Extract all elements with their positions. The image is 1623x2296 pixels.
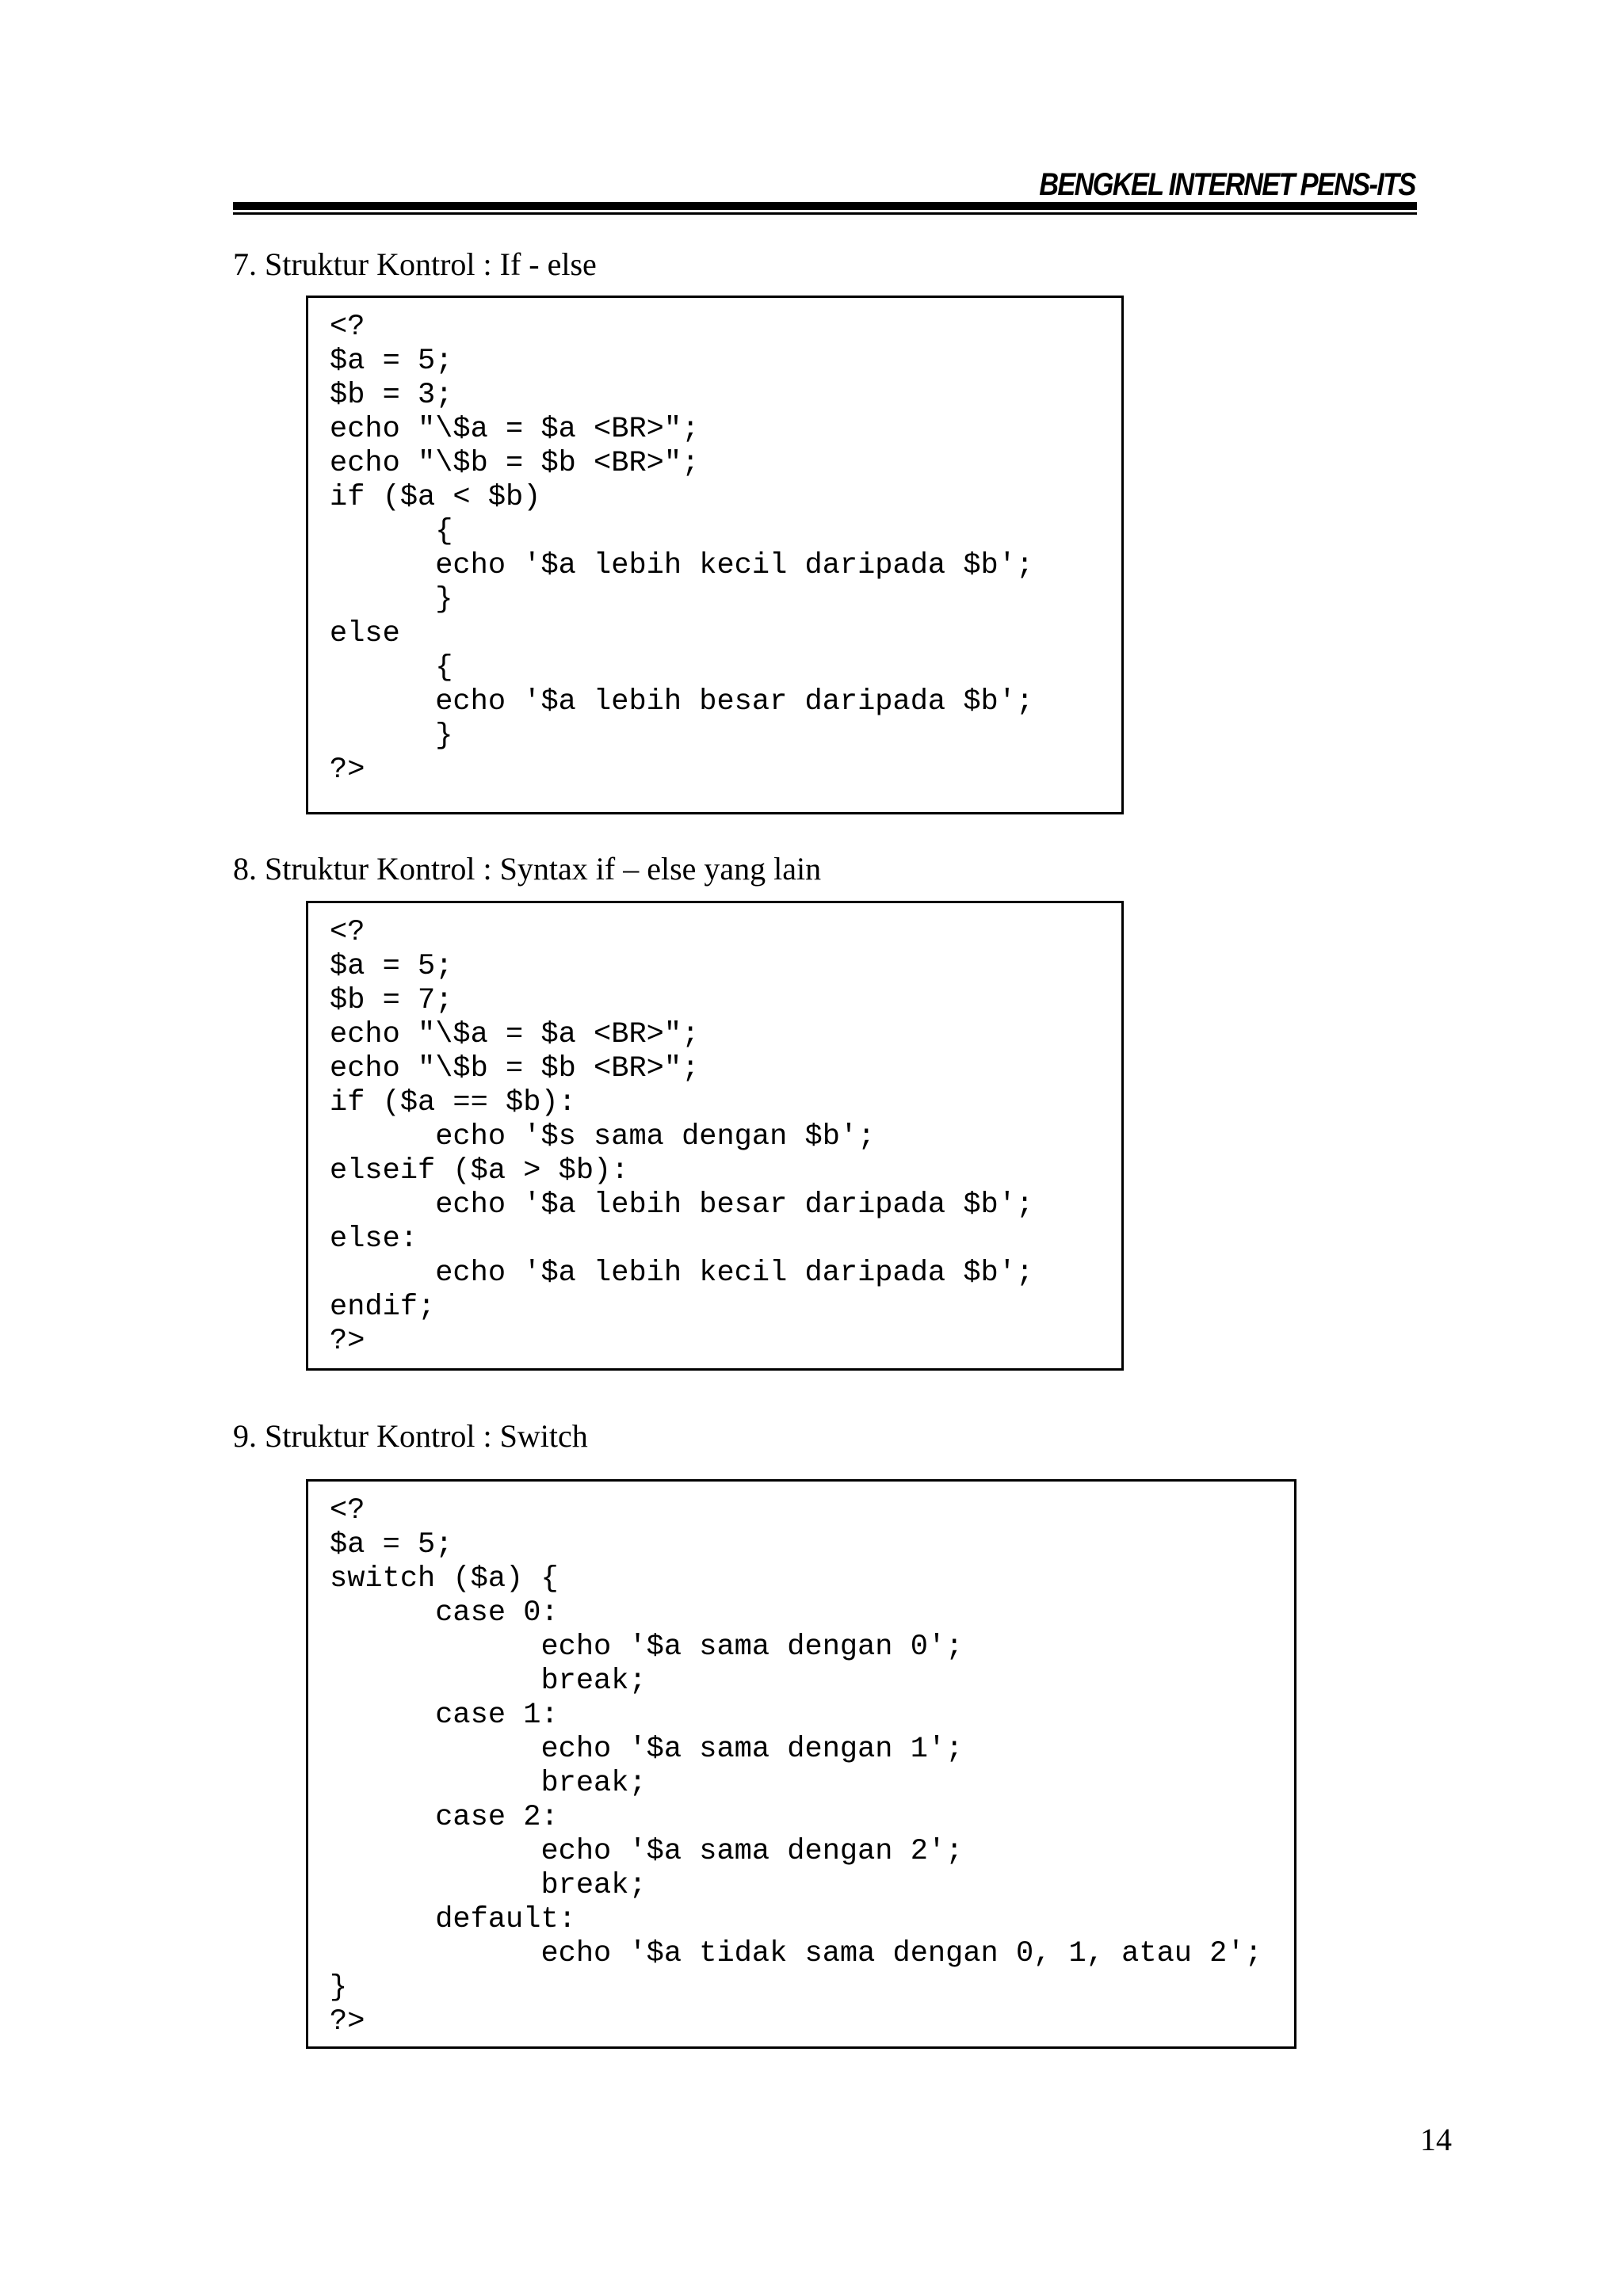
section-title-if-else: 7. Struktur Kontrol : If - else: [233, 246, 597, 282]
section-title-switch: 9. Struktur Kontrol : Switch: [233, 1418, 588, 1454]
code-block-switch: [306, 1479, 1296, 2049]
code-text: <? $a = 5; $b = 3; echo "\$a = $a <BR>"; echo "\$b = $b <BR>"; if ($a < $b) { echo '$a lebih kecil daripada $b'; } else { echo '$a lebih besar daripada $b'; } ?>: [330, 311, 1034, 787]
section-title-if-else-alt: 8. Struktur Kontrol : Syntax if – else yang lain: [233, 851, 822, 887]
header-rule: [233, 202, 1417, 210]
page-number: 14: [1420, 2122, 1452, 2157]
code-block-if-else: [306, 296, 1124, 814]
header-title: BENGKEL INTERNET PENS-ITS: [1039, 167, 1415, 202]
code-block-if-else-alt: [306, 901, 1124, 1371]
header-rule-thin: [233, 212, 1417, 215]
code-text: <? $a = 5; switch ($a) { case 0: echo '$a sama dengan 0'; break; case 1: echo '$a sama dengan 1'; break; case 2: echo '$a sama dengan 2'; break; default: echo '$a tidak sama dengan 0, 1, atau 2'; } ?>: [330, 1494, 1262, 2039]
code-text: <? $a = 5; $b = 7; echo "\$a = $a <BR>"; echo "\$b = $b <BR>"; if ($a == $b): echo '$s sama dengan $b'; elseif ($a > $b): echo '$a lebih besar daripada $b'; else: echo '$a lebih kecil daripada $b'; endif; ?>: [330, 916, 1034, 1358]
